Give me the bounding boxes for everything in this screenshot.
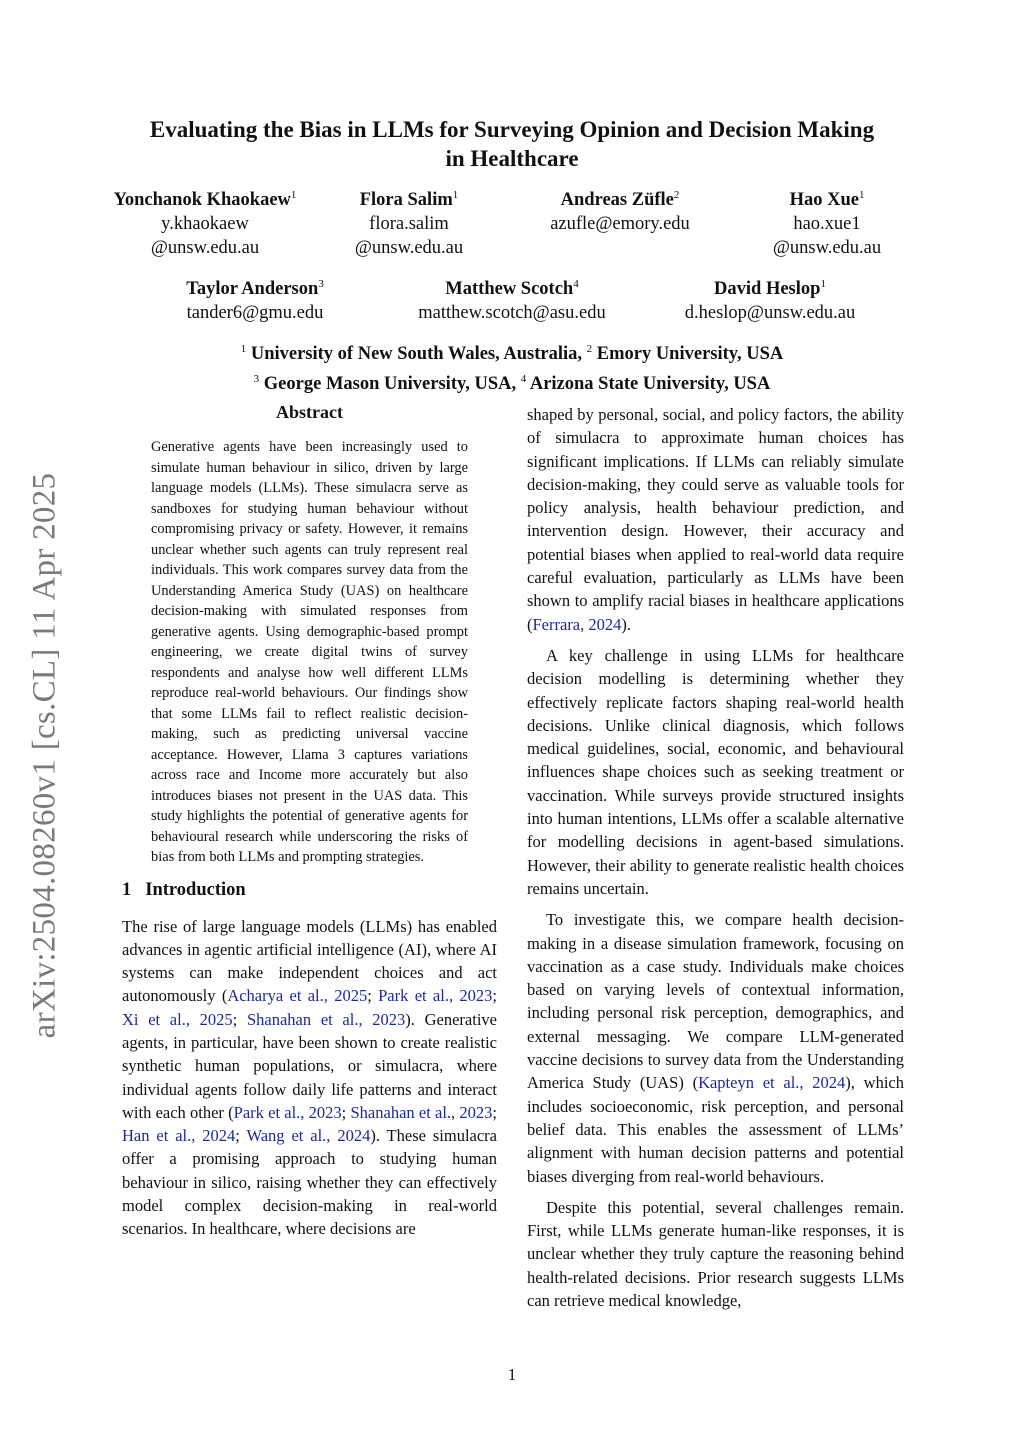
affil-sup: 3 [253,373,260,386]
arxiv-sidebar [16,445,74,1065]
author-email: tander6@gmu.edu [186,303,324,324]
text-run: ). Generative agents, in particular, have been shown to create realistic synthetic human populations, or simulacra, where individual agents follow daily life patterns and interact with each other ( [122,1009,497,1122]
author-affil-sup: 2 [673,189,680,201]
arxiv-identifier: arXiv:2504.08260v1 [cs.CL] 11 Apr 2025 [26,472,63,1038]
author-name: Hao Xue [789,190,859,211]
affil-sup: 4 [520,373,527,386]
section-title: Introduction [145,879,246,900]
text-run: ), which includes socioeconomic, risk perception, and personal belief data. This enables the assessment of LLMs’ alignment with human decision patterns and potential biases diverging from real-world behaviours. [527,1073,904,1186]
text-run: To investigate this, we compare health decision-making in a disease simulation framework, focusing on vaccination as a case study. Individuals make choices based on varying levels of contextual information, including personal risk perception, demographics, and external messaging. We compare LLM-generated vaccine decisions to survey data from the Understanding America Study (UAS) ( [527,910,904,1093]
author-name: Yonchanok Khaokaew [113,190,291,211]
text-run: shaped by personal, social, and policy factors, the ability of simulacra to approximate human choices has significant implications. If LLMs can reliably simulate decision-making, they could serve as valuable tools for policy analysis, health behaviour prediction, and intervention design. However, their accuracy and potential biases when applied to real-world data require careful evaluation, particularly as LLMs have been shown to amplify racial biases in healthcare applications ( [527,405,904,634]
affiliations [110,337,914,397]
left-column [122,400,497,1241]
author-xue [752,183,902,260]
author-email: hao.xue1 [793,214,861,235]
author-email: y.khaokaew [161,214,249,235]
citation-separator: ; [341,1102,351,1122]
author-email-domain: @unsw.edu.au [150,238,260,259]
affil-sup: 1 [240,343,247,355]
author-email: matthew.scotch@asu.edu [418,303,606,324]
abstract-text: Generative agents have been increasingly used to simulate human behaviour in silico, driven by large language models (LLMs). These simulacra serve as sandboxes for studying human behaviour without compromising privacy or safety. However, it remains unclear whether such agents can truly represent real individuals. This work compares survey data from the Understanding America Study (UAS) on healthcare decision-making with simulated responses from generative agents. Using demographic-based prompt engineering, we create digital twins of survey respondents and analyse how well different LLMs reproduce real-world behaviours. Our findings show that some LLMs fail to reflect realistic decision-making, such as predicting universal vaccine acceptance. However, Llama 3 captures variations across race and Income more accurately but also introduces biases not present in the UAS data. This study highlights the potential of generative agents for behavioural research while underscoring the risks of bias from both LLMs and prompting strategies. [151,439,468,865]
text-run: The rise of large language models (LLMs) has enabled advances in agentic artificial intelligence (AI), where AI systems can make independent choices and act autonomously ( [122,916,497,1006]
affiliation-asu: Arizona State University, USA [529,374,771,395]
author-name: Andreas Züfle [560,190,674,211]
author-email-domain: @unsw.edu.au [772,238,882,259]
author-affil-sup: 4 [573,278,579,290]
author-anderson [160,272,350,325]
author-email-domain: @unsw.edu.au [354,238,464,259]
author-name: Flora Salim [359,190,453,211]
text-run: ). [621,614,632,634]
paper-title [110,115,914,173]
citation-separator: ; [367,986,379,1006]
author-affil-sup: 1 [858,189,865,201]
author-email: azufle@emory.edu [550,214,690,235]
affil-sup: 2 [586,343,593,355]
author-email: d.heslop@unsw.edu.au [684,303,856,324]
author-name: Taylor Anderson [186,279,319,300]
citation-shanahan[interactable]: Shanahan et al., 2023 [350,1102,493,1122]
text-run: ). These simulacra offer a promising approach to studying human behaviour in silico, raising whether they can effectively model complex decision-making in real-world scenarios. In healthcare, where decisions are [122,1126,497,1239]
author-name: Matthew Scotch [445,279,574,300]
citation-xi[interactable]: Xi et al., 2025 [122,1009,233,1029]
citation-ferrara[interactable]: Ferrara, 2024 [532,614,622,634]
citation-han[interactable]: Han et al., 2024 [122,1126,236,1146]
citation-shanahan[interactable]: Shanahan et al., 2023 [246,1009,406,1029]
citation-acharya[interactable]: Acharya et al., 2025 [227,986,368,1006]
citation-separator: ; [235,1126,247,1146]
body-paragraph [527,403,904,636]
body-paragraph: A key challenge in using LLMs for healthcare decision modelling is determining whether they effectively replicate factors shaping real-world health decisions. Unlike clinical diagnosis, which follows medical guidelines, social, economic, and behavioural influences shape choices such as seeking treatment or vaccination. While surveys provide structured insights into human intentions, LLMs offer a scalable alternative for modelling decisions in agent-based simulations. However, their ability to generate realistic health choices remains uncertain. [527,645,904,898]
right-column [527,403,904,1320]
affiliation-emory: Emory University, USA [596,344,784,365]
title-line-1: Evaluating the Bias in LLMs for Surveying Opinion and Decision Making [149,117,875,142]
page-number: 1 [507,1365,517,1384]
author-zufle [520,183,720,236]
citation-wang[interactable]: Wang et al., 2024 [246,1126,371,1146]
citation-separator: ; [232,1009,247,1029]
citation-separator: ; [492,1102,498,1122]
author-heslop [665,272,875,325]
author-name: David Heslop [714,279,821,300]
abstract-heading: Abstract [276,402,343,422]
author-affil-sup: 1 [820,278,826,290]
citation-separator: ; [492,986,497,1006]
section-number: 1 [122,879,132,900]
author-salim [330,183,488,260]
citation-kapteyn[interactable]: Kapteyn et al., 2024 [698,1073,846,1093]
author-affil-sup: 1 [452,189,459,201]
author-affil-sup: 1 [290,189,297,201]
citation-park[interactable]: Park et al., 2023 [233,1102,342,1122]
author-email: flora.salim [369,214,449,235]
section-heading-introduction [122,880,497,901]
intro-paragraph [122,915,497,1241]
title-line-2: in Healthcare [445,146,579,171]
author-scotch [397,272,627,325]
body-paragraph [527,908,904,1188]
affiliation-gmu: George Mason University, USA, [263,374,517,395]
citation-park[interactable]: Park et al., 2023 [378,986,493,1006]
author-affil-sup: 3 [318,278,324,290]
affiliation-unsw: University of New South Wales, Australia, [250,344,582,365]
author-khaokaew [95,183,315,260]
body-paragraph: Despite this potential, several challenges remain. First, while LLMs generate human-like responses, it is unclear whether they truly capture the reasoning behind health-related decisions. Prior research suggests LLMs can retrieve medical knowledge, [527,1197,904,1310]
